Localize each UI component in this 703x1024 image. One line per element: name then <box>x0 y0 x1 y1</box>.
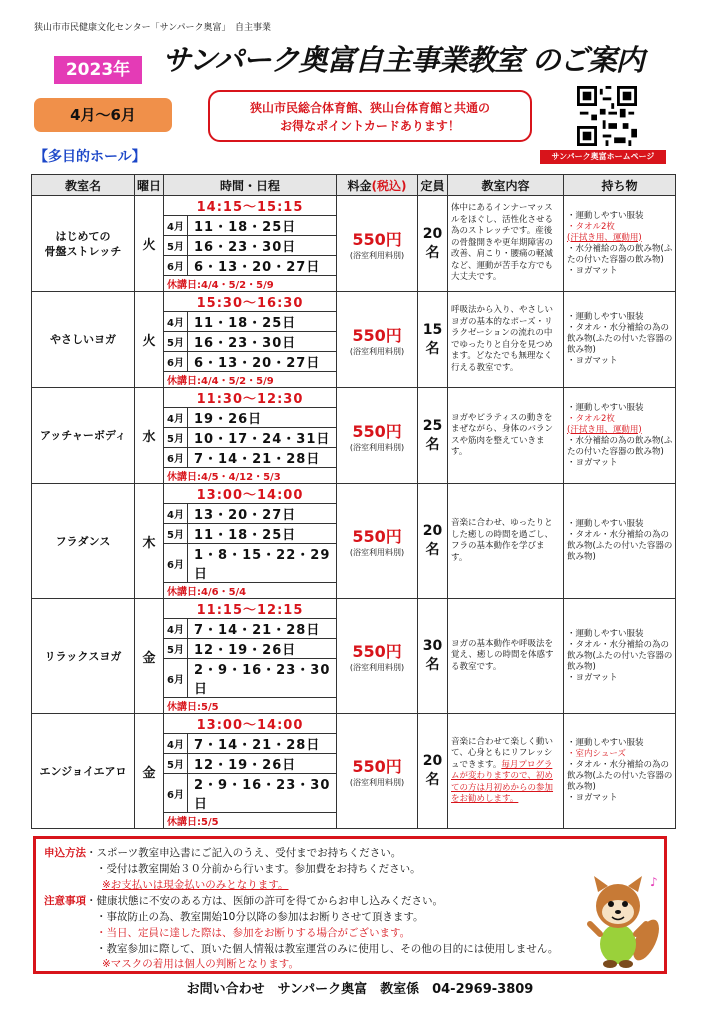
items-clothing: ・運動しやすい服装 <box>567 628 644 639</box>
header-fee-tax: (税込) <box>371 178 407 193</box>
class-description: ヨガの基本動作や呼吸法を覚え、癒しの時間を体感する教室です。 <box>451 638 554 672</box>
qr-code-icon[interactable] <box>577 86 637 146</box>
items-towel-note: (汗拭き用、運動用) <box>567 232 642 243</box>
class-time: 14:15〜15:15 <box>164 196 337 216</box>
class-fee-note: (浴室利用料別) <box>349 346 405 356</box>
caution-line-5: ※マスクの着用は個人の判断となります。 <box>102 958 299 970</box>
schedule-month: 6月 <box>164 448 188 468</box>
class-fee: 550円 <box>352 325 402 345</box>
class-description: ヨガやピラティスの動きをまぜながら、身体のバランスや筋肉を整えていきます。 <box>451 412 554 457</box>
items-clothing: ・運動しやすい服装 <box>567 519 644 529</box>
contact-info: お問い合わせ サンパーク奥富 教室係 04-2969-3809 <box>186 982 534 997</box>
apply-line-1: ・スポーツ教室申込書にご記入のうえ、受付までお持ちください。 <box>86 847 402 859</box>
schedule-dates: 12・19・26日 <box>188 754 337 774</box>
class-fee-note: (浴室利用料別) <box>349 663 405 672</box>
items-drink: ・タオル・水分補給の為の飲み物(ふたの付いた容器の飲み物) <box>567 639 673 672</box>
class-name-cell <box>32 484 135 599</box>
class-items-cell <box>564 484 676 599</box>
schedule-month: 6月 <box>164 544 188 583</box>
class-time: 11:30〜12:30 <box>164 388 337 408</box>
schedule-month: 5月 <box>164 524 188 544</box>
class-items-cell <box>564 292 676 388</box>
class-name-line-1: アッチャーボディ <box>39 429 127 442</box>
class-day-cell: 火 <box>135 292 164 388</box>
class-row-5 <box>32 599 676 619</box>
class-name-cell <box>32 714 135 829</box>
class-name-line-1: はじめての <box>55 229 111 243</box>
class-capacity: 25名 <box>418 388 448 484</box>
schedule-month: 5月 <box>164 754 188 774</box>
class-fee: 550円 <box>352 229 402 249</box>
hall-heading: 【多目的ホール】 <box>34 149 146 165</box>
schedule-dates: 7・14・21・28日 <box>188 734 337 754</box>
class-day-cell: 金 <box>135 599 164 714</box>
class-capacity: 15名 <box>418 292 448 388</box>
class-fee-cell <box>337 714 418 829</box>
raccoon-mascot-icon <box>580 870 664 968</box>
schedule-month: 4月 <box>164 408 188 428</box>
class-name-line-1: リラックスヨガ <box>44 649 122 663</box>
class-capacity: 20名 <box>418 714 448 829</box>
class-name-line-1: エンジョイエアロ <box>39 764 127 778</box>
items-clothing: ・運動しやすい服装 <box>567 402 644 413</box>
schedule-dates: 1・8・15・22・29日 <box>188 544 337 583</box>
header-fee-label: 料金 <box>347 178 372 193</box>
schedule-dates: 2・9・16・23・30日 <box>188 774 337 813</box>
closed-days: 休講日:4/4・5/2・5/9 <box>164 276 337 292</box>
class-description: 呼吸法から入り、やさしいヨガの基本的なポーズ・リラクゼーションの流れの中でゆったりと自分を見つめます。どなたでも無理なく行える教室です。 <box>451 305 554 373</box>
class-fee-note: (浴室利用料別) <box>349 250 405 260</box>
items-drink: ・タオル・水分補給の為の飲み物(ふたの付いた容器の飲み物) <box>567 323 673 355</box>
schedule-month: 6月 <box>164 352 188 372</box>
schedule-month: 4月 <box>164 216 188 236</box>
schedule-dates: 11・18・25日 <box>188 524 337 544</box>
svg-text:♪: ♪ <box>650 875 658 889</box>
class-fee-cell <box>337 599 418 714</box>
class-fee: 550円 <box>352 757 402 776</box>
organizer-line: 狭山市市民健康文化センター「サンパーク奥富」 自主事業 <box>34 23 272 33</box>
class-day-cell: 木 <box>135 484 164 599</box>
closed-days: 休講日:5/5 <box>164 698 337 714</box>
class-fee-cell <box>337 484 418 599</box>
closed-days: 休講日:4/6・5/4 <box>164 583 337 599</box>
class-capacity: 20名 <box>418 196 448 292</box>
schedule-dates: 7・14・21・28日 <box>188 619 337 639</box>
class-name-cell <box>32 599 135 714</box>
class-items-cell <box>564 714 676 829</box>
schedule-dates: 6・13・20・27日 <box>188 256 337 276</box>
class-fee: 550円 <box>352 421 402 441</box>
class-time: 11:15〜12:15 <box>164 599 337 619</box>
apply-line-2: ・受付は教室開始３０分前から行います。参加費をお持ちください。 <box>96 863 421 875</box>
class-day-cell: 金 <box>135 714 164 829</box>
class-name-line-1: やさしいヨガ <box>50 333 116 346</box>
class-description: 音楽に合わせ、ゆったりとした癒しの時間を過ごし、フラの基本動作を学びます。 <box>451 518 554 563</box>
header-items: 持ち物 <box>564 175 676 196</box>
class-name-line-2: 骨盤ストレッチ <box>44 244 122 258</box>
closed-days: 休講日:5/5 <box>164 813 337 829</box>
schedule-month: 5月 <box>164 639 188 659</box>
homepage-label[interactable]: サンパーク奥富ホームページ <box>540 150 666 164</box>
class-fee-cell <box>337 388 418 484</box>
schedule-dates: 2・9・16・23・30日 <box>188 659 337 698</box>
apply-section <box>44 845 401 860</box>
class-description-cell <box>448 599 564 714</box>
class-description-cell <box>448 196 564 292</box>
class-capacity: 20名 <box>418 484 448 599</box>
notice-line-1: 狭山市民総合体育館、狭山台体育館と共通の <box>249 101 490 115</box>
schedule-dates: 11・18・25日 <box>188 312 337 332</box>
class-fee-cell <box>337 292 418 388</box>
class-fee: 550円 <box>352 642 402 661</box>
schedule-dates: 7・14・21・28日 <box>188 448 337 468</box>
closed-days: 休講日:4/4・5/2・5/9 <box>164 372 337 388</box>
notice-line-2: お得なポイントカードあります！ <box>280 119 460 133</box>
schedule-month: 6月 <box>164 774 188 813</box>
class-name-cell <box>32 388 135 484</box>
year-badge: 2023年 <box>54 56 142 84</box>
items-mat: ・ヨガマット <box>567 457 618 468</box>
schedule-month: 4月 <box>164 734 188 754</box>
class-fee-note: (浴室利用料別) <box>349 778 405 787</box>
class-time: 13:00〜14:00 <box>164 484 337 504</box>
class-row-4 <box>32 484 676 504</box>
schedule-month: 4月 <box>164 619 188 639</box>
caution-line-1: ・健康状態に不安のある方は、医師の許可を得てからお申し込みください。 <box>86 895 443 907</box>
page-title: サンパーク奥富自主事業教室 のご案内 <box>162 43 644 77</box>
class-row-2 <box>32 292 676 312</box>
closed-days: 休講日:4/5・4/12・5/3 <box>164 468 337 484</box>
class-name-cell <box>32 292 135 388</box>
items-towel-note: (汗拭き用、運動用) <box>567 424 642 435</box>
caution-line-4: ・教室参加に際して、頂いた個人情報は教室運営のみに使用し、その他の目的には使用しません。 <box>96 943 559 955</box>
items-towel: ・タオル2枚 <box>567 413 615 424</box>
table-header-row <box>32 175 676 196</box>
schedule-month: 6月 <box>164 659 188 698</box>
items-drink: ・水分補給の為の飲み物(ふたの付いた容器の飲み物) <box>567 243 673 265</box>
items-mat: ・ヨガマット <box>567 793 618 803</box>
header-capacity: 定員 <box>418 175 448 196</box>
notes-box <box>33 836 667 974</box>
schedule-month: 5月 <box>164 332 188 352</box>
schedule-month: 4月 <box>164 504 188 524</box>
class-description-cell <box>448 388 564 484</box>
class-description-cell <box>448 714 564 829</box>
schedule-month: 4月 <box>164 312 188 332</box>
items-drink: ・タオル・水分補給の為の飲み物(ふたの付いた容器の飲み物) <box>567 760 673 792</box>
class-fee: 550円 <box>352 527 402 546</box>
point-card-notice <box>208 90 532 142</box>
schedule-dates: 6・13・20・27日 <box>188 352 337 372</box>
items-towel: ・タオル2枚 <box>567 221 615 232</box>
schedule-dates: 11・18・25日 <box>188 216 337 236</box>
items-mat: ・ヨガマット <box>567 265 618 276</box>
class-day-cell: 火 <box>135 196 164 292</box>
class-row-3 <box>32 388 676 408</box>
caution-section <box>44 893 443 908</box>
class-time: 13:00〜14:00 <box>164 714 337 734</box>
class-name-cell <box>32 196 135 292</box>
items-mat: ・ヨガマット <box>567 356 618 366</box>
items-drink: ・水分補給の為の飲み物(ふたの付いた容器の飲み物) <box>567 435 673 457</box>
class-description: 体中にあるインナーマッスルをほぐし、活性化させる為のストレッチです。産後の骨盤開きや更年期障害の改善、肩こり・腰痛の軽減など、運動が苦手な方でも大丈夫です。 <box>451 203 554 283</box>
caution-line-3: ・当日、定員に達した際は、参加をお断りする場合がございます。 <box>96 927 411 939</box>
schedule-dates: 10・17・24・31日 <box>188 428 337 448</box>
class-description-cell <box>448 484 564 599</box>
class-schedule-table <box>31 174 676 829</box>
items-clothing: ・運動しやすい服装 <box>567 738 644 748</box>
items-clothing: ・運動しやすい服装 <box>567 210 644 221</box>
items-clothing: ・運動しやすい服装 <box>567 312 644 322</box>
schedule-dates: 19・26日 <box>188 408 337 428</box>
class-description: 音楽に合わせて楽しく動いて、心身ともにリフレッシュできます。 <box>451 736 554 770</box>
schedule-dates: 16・23・30日 <box>188 236 337 256</box>
apply-line-3: ※お支払いは現金払いのみとなります。 <box>102 879 289 891</box>
items-drink: ・タオル・水分補給の為の飲み物(ふたの付いた容器の飲み物) <box>567 530 673 562</box>
apply-label: 申込方法 <box>44 847 86 859</box>
items-towel: ・室内シューズ <box>567 749 626 759</box>
items-mat: ・ヨガマット <box>567 672 618 683</box>
class-capacity: 30名 <box>418 599 448 714</box>
class-description-cell <box>448 292 564 388</box>
table-body <box>32 196 676 829</box>
class-items-cell <box>564 388 676 484</box>
class-description-note: 毎月プログラムが変わりますので、初めての方は月初めからの参加をお勧めします。 <box>451 759 554 804</box>
class-day-cell: 水 <box>135 388 164 484</box>
schedule-month: 5月 <box>164 236 188 256</box>
header-fee <box>337 175 418 196</box>
schedule-dates: 13・20・27日 <box>188 504 337 524</box>
class-time: 15:30〜16:30 <box>164 292 337 312</box>
class-items-cell <box>564 196 676 292</box>
header-day: 曜日 <box>135 175 164 196</box>
schedule-month: 5月 <box>164 428 188 448</box>
class-fee-cell <box>337 196 418 292</box>
period-badge: 4月～6月 <box>34 98 172 132</box>
class-fee-note: (浴室利用料別) <box>349 442 405 452</box>
schedule-month: 6月 <box>164 256 188 276</box>
class-name-line-1: フラダンス <box>55 534 111 548</box>
schedule-dates: 12・19・26日 <box>188 639 337 659</box>
schedule-dates: 16・23・30日 <box>188 332 337 352</box>
header-time-schedule: 時間・日程 <box>164 175 337 196</box>
class-row-1 <box>32 196 676 216</box>
class-fee-note: (浴室利用料別) <box>349 548 405 557</box>
class-items-cell <box>564 599 676 714</box>
header-class-name: 教室名 <box>32 175 135 196</box>
class-row-6 <box>32 714 676 734</box>
caution-label: 注意事項 <box>44 895 86 907</box>
caution-line-2: ・事故防止の為、教室開始10分以降の参加はお断りさせて頂きます。 <box>96 911 424 923</box>
header-content: 教室内容 <box>448 175 564 196</box>
